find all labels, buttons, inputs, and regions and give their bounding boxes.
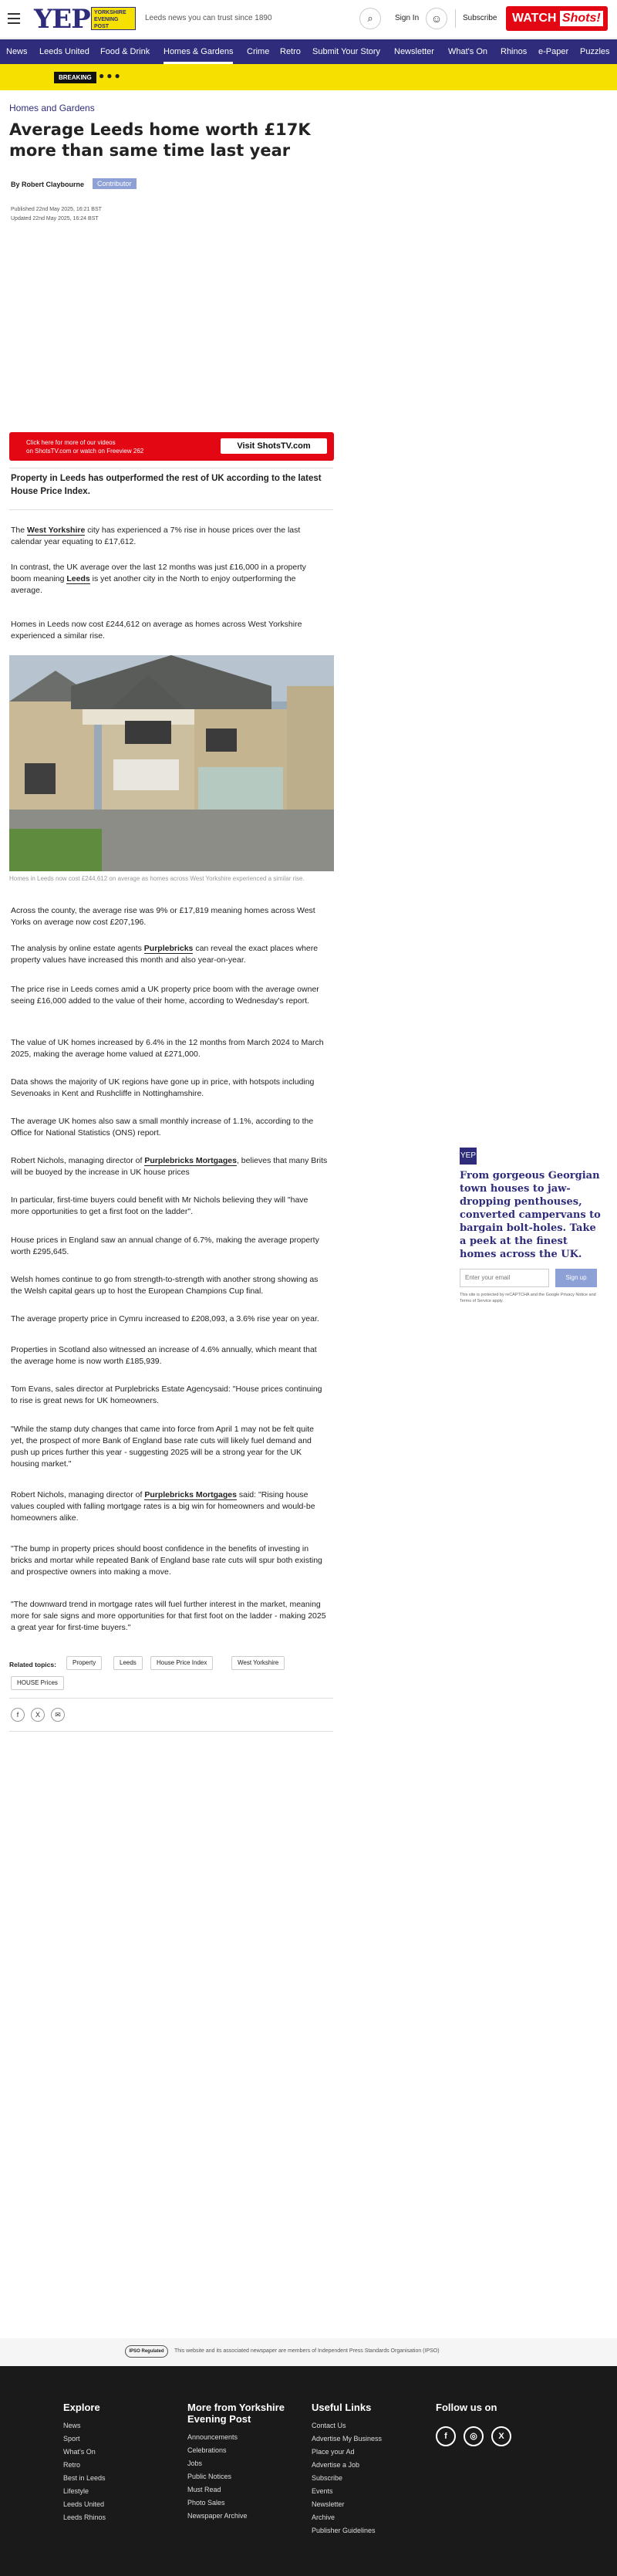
- nav-item-puzzles[interactable]: Puzzles: [580, 47, 610, 56]
- leeds-link[interactable]: Leeds: [66, 574, 90, 583]
- divider: [9, 1731, 333, 1732]
- text: Robert Nichols, managing director of: [11, 1156, 145, 1165]
- newsletter-promo: [460, 1148, 605, 1304]
- watch-shots-button[interactable]: [506, 6, 608, 31]
- footer-link[interactable]: Lifestyle: [63, 2487, 89, 2495]
- footer-heading: Explore: [63, 2402, 100, 2413]
- footer-heading: Follow us on: [436, 2402, 497, 2413]
- main-nav: [0, 39, 617, 64]
- footer-more: [187, 2402, 295, 2523]
- email-signup-row: [460, 1269, 605, 1287]
- article-paragraph: [11, 1489, 329, 1524]
- nav-item-homes-gardens[interactable]: Homes & Gardens: [164, 39, 233, 64]
- nav-item-epaper[interactable]: e-Paper: [538, 47, 569, 56]
- text: said: "Rising house values coupled with falling mortgage rates is a big win for homeowners and would-be homeowners alike.: [11, 1490, 315, 1523]
- x-icon[interactable]: X: [491, 2426, 511, 2446]
- footer-link[interactable]: Subscribe: [312, 2474, 343, 2482]
- site-logo[interactable]: YEP: [34, 4, 90, 35]
- article-paragraph: In particular, first-time buyers could benefit with Mr Nichols believing they will "have more opportunities to get a first foot on the ladder".: [11, 1195, 308, 1216]
- article-paragraph: Welsh homes continue to go from strength-to-strength with another strong showing as the Welsh capital gears up to host the European Champions Cup final.: [11, 1275, 319, 1296]
- recaptcha-notice: This site is protected by reCAPTCHA and the Google Privacy Notice and Terms of Service apply.: [460, 1293, 596, 1303]
- site-header: [0, 0, 617, 39]
- ipso-bar: [0, 2338, 617, 2366]
- ipso-text: This website and its associated newspaper are members of Independent Press Standards Organisation (IPSO): [174, 2348, 440, 2354]
- house-illustration: [9, 655, 334, 871]
- facebook-share-icon[interactable]: f: [11, 1708, 25, 1722]
- ad-text: [26, 438, 143, 455]
- footer-heading: Useful Links: [312, 2402, 372, 2413]
- text: Robert Nichols, managing director of: [11, 1490, 145, 1499]
- article-paragraph: Across the county, the average rise was 9% or £17,819 meaning homes across West Yorks on average now cost £207,196.: [11, 906, 315, 927]
- nav-item-retro[interactable]: Retro: [280, 47, 301, 56]
- topic-tag-leeds[interactable]: Leeds: [113, 1656, 143, 1670]
- footer-useful: [312, 2402, 382, 2537]
- topic-tag-property[interactable]: Property: [66, 1656, 102, 1670]
- menu-icon[interactable]: [8, 13, 20, 24]
- article-paragraph: Properties in Scotland also witnessed an increase of 4.6% annually, which meant that the average home is now worth £185,939.: [11, 1345, 317, 1366]
- article-paragraph: House prices in England saw an annual change of 6.7%, making the average property worth £295,645.: [11, 1236, 319, 1256]
- footer-link[interactable]: Retro: [63, 2461, 81, 2469]
- site-logo-sub[interactable]: YORKSHIRE EVENING POST: [91, 7, 136, 30]
- user-icon[interactable]: ☺: [426, 8, 447, 29]
- footer-link[interactable]: What's On: [63, 2448, 96, 2456]
- divider: [9, 509, 333, 510]
- nav-item-whats-on[interactable]: What's On: [448, 47, 488, 56]
- footer-link[interactable]: Newsletter: [312, 2500, 345, 2508]
- footer-link[interactable]: Advertise a Job: [312, 2461, 360, 2469]
- sign-up-button[interactable]: Sign up: [555, 1269, 597, 1287]
- footer-link[interactable]: Advertise My Business: [312, 2435, 383, 2442]
- footer-link[interactable]: Publisher Guidelines: [312, 2527, 376, 2534]
- text: In contrast, the UK average over the last 12 months was just £16,000 in a property boom meaning: [11, 563, 306, 583]
- ipso-badge[interactable]: IPSO Regulated: [125, 2345, 168, 2358]
- visit-shotstv-button[interactable]: Visit ShotsTV.com: [221, 438, 327, 454]
- shots-brand: Shots!: [560, 11, 603, 26]
- updated-date: Updated 22nd May 2025, 16:24 BST: [11, 216, 99, 221]
- text: , believes that many Brits will be buoyed by the increase in UK house prices: [11, 1156, 328, 1177]
- article-photo-house[interactable]: [9, 655, 334, 871]
- promo-headline: From gorgeous Georgian town houses to jaw-dropping penthouses, converted campervans to bargain bolt-holes. Take a peek at the finest homes across the UK.: [460, 1170, 601, 1260]
- footer-explore: [63, 2402, 106, 2524]
- nav-item-submit-story[interactable]: Submit Your Story: [312, 47, 381, 56]
- article-paragraph: "While the stamp duty changes that came into force from April 1 may not be felt quite yet, the prospect of more Bank of England base rate cuts will likely fuel demand and push up prices further this year - suggesting 2025 will be a strong year for the UK housing market.": [11, 1425, 315, 1469]
- nav-item-newsletter[interactable]: Newsletter: [394, 47, 434, 56]
- footer-link[interactable]: Public Notices: [187, 2473, 232, 2480]
- text: city has experienced a 7% rise in house prices over the last calendar year equating to £17,612.: [11, 526, 301, 546]
- email-field[interactable]: Enter your email: [460, 1269, 549, 1287]
- topic-tag-house-price-index[interactable]: House Price Index: [150, 1656, 213, 1670]
- article-paragraph: "The downward trend in mortgage rates will fuel further interest in the market, meaning more for sale signs and more opportunities for that first foot on the ladder - making 2025 a great year for first-time buyers.": [11, 1600, 326, 1632]
- footer-link[interactable]: Newspaper Archive: [187, 2512, 248, 2520]
- author-byline[interactable]: By Robert Claybourne: [11, 181, 85, 188]
- ad-line-1: Click here for more of our videos: [26, 439, 116, 446]
- email-share-icon[interactable]: ✉: [51, 1708, 65, 1722]
- article-paragraph: The value of UK homes increased by 6.4% in the 12 months from March 2024 to March 2025, making the average home valued at £271,000.: [11, 1038, 324, 1059]
- facebook-icon[interactable]: f: [436, 2426, 456, 2446]
- article-dates: [11, 205, 102, 224]
- article-paragraph: Homes in Leeds now cost £244,612 on average as homes across West Yorkshire experienced a similar rise.: [11, 620, 302, 641]
- x-share-icon[interactable]: X: [31, 1708, 45, 1722]
- article-lede: Property in Leeds has outperformed the rest of UK according to the latest House Price Index.: [11, 474, 322, 496]
- article-paragraph: Tom Evans, sales director at Purplebricks Estate Agencysaid: "House prices continuing to rise is great news for UK homeowners.: [11, 1384, 322, 1405]
- search-icon[interactable]: ⌕: [359, 8, 381, 29]
- footer-link[interactable]: Place your Ad: [312, 2448, 355, 2456]
- promo-logo: YEP: [460, 1148, 477, 1165]
- article-paragraph: "The bump in property prices should boost confidence in the benefits of investing in bricks and mortar while repeated Bank of England base rate cuts will spur both existing and prospective owners into making a move.: [11, 1544, 322, 1577]
- article-headline: Average Leeds home worth £17K more than same time last year: [9, 120, 311, 160]
- footer-follow: [436, 2402, 497, 2419]
- photo-caption: Homes in Leeds now cost £244,612 on average as homes across West Yorkshire experienced a similar rise.: [9, 875, 305, 882]
- footer-link[interactable]: Celebrations: [187, 2446, 227, 2454]
- footer-link[interactable]: News: [63, 2422, 81, 2429]
- contributor-badge: Contributor: [93, 178, 137, 189]
- footer-link[interactable]: Jobs: [187, 2459, 203, 2467]
- text: is yet another city in the North to enjoy outperforming the average.: [11, 574, 296, 595]
- sign-in-link[interactable]: Sign In: [395, 14, 420, 22]
- topic-tag-west-yorkshire[interactable]: West Yorkshire: [231, 1656, 285, 1670]
- article-paragraph: [11, 525, 329, 548]
- header-divider: [455, 9, 456, 28]
- instagram-icon[interactable]: ◎: [464, 2426, 484, 2446]
- article-paragraph: The average UK homes also saw a small monthly increase of 1.1%, according to the Office for National Statistics (ONS) report.: [11, 1117, 314, 1138]
- footer-link[interactable]: Best in Leeds: [63, 2474, 106, 2482]
- article-paragraph: The average property price in Cymru increased to £208,093, a 3.6% rise year on year.: [11, 1314, 319, 1323]
- ad-line-2: on ShotsTV.com or watch on Freeview 262: [26, 448, 144, 455]
- article-paragraph: [11, 943, 329, 966]
- footer-link[interactable]: Archive: [312, 2513, 335, 2521]
- purplebricks-mortgages-link[interactable]: Purplebricks Mortgages: [144, 1156, 237, 1165]
- text: The analysis by online estate agents: [11, 944, 144, 953]
- article-paragraph: [11, 562, 329, 597]
- topic-tag-house-prices[interactable]: HOUSE Prices: [11, 1676, 64, 1690]
- related-topics-label: Related topics:: [9, 1661, 56, 1668]
- nav-item-crime[interactable]: Crime: [247, 47, 270, 56]
- footer-link[interactable]: Leeds United: [63, 2500, 105, 2508]
- footer-link[interactable]: Events: [312, 2487, 333, 2495]
- footer-link[interactable]: Contact Us: [312, 2422, 346, 2429]
- purplebricks-link[interactable]: Purplebricks: [143, 944, 194, 953]
- footer-link[interactable]: Sport: [63, 2435, 80, 2442]
- nav-item-rhinos[interactable]: Rhinos: [501, 47, 528, 56]
- divider: [9, 1698, 333, 1699]
- article-paragraph: Data shows the majority of UK regions have gone up in price, with hotspots including Sevenoaks in Kent and Rushcliffe in Nottinghamshire.: [11, 1077, 315, 1098]
- nav-item-news[interactable]: News: [6, 47, 28, 56]
- footer-link[interactable]: Photo Sales: [187, 2499, 225, 2507]
- footer-heading: More from Yorkshire Evening Post: [187, 2402, 285, 2425]
- nav-item-food-drink[interactable]: Food & Drink: [100, 47, 150, 56]
- article-paragraph: The price rise in Leeds comes amid a UK property price boom with the average owner seeing £16,000 added to the value of their home, according to Wednesday's report.: [11, 985, 319, 1006]
- purplebricks-mortgages-link[interactable]: Purplebricks Mortgages: [144, 1490, 237, 1499]
- site-footer: [0, 2366, 617, 2576]
- breaking-badge: BREAKING: [54, 72, 96, 83]
- subscribe-link[interactable]: Subscribe: [463, 14, 497, 22]
- west-yorkshire-link[interactable]: West Yorkshire: [27, 526, 86, 535]
- text: The: [11, 526, 28, 535]
- watch-label: WATCH: [512, 12, 557, 25]
- section-link[interactable]: Homes and Gardens: [9, 103, 95, 113]
- footer-link[interactable]: Announcements: [187, 2433, 238, 2441]
- shotstv-ad-banner[interactable]: [9, 432, 334, 461]
- nav-item-leeds-united[interactable]: Leeds United: [39, 47, 89, 56]
- tagline: Leeds news you can trust since 1890: [145, 14, 272, 22]
- ticker-dots[interactable]: ●●●: [99, 70, 123, 81]
- article-paragraph: [11, 1155, 329, 1178]
- breaking-ticker: [0, 64, 617, 90]
- published-date: Published 22nd May 2025, 16:21 BST: [11, 207, 102, 212]
- text: can reveal the exact places where property values have increased this month and also year-on-year.: [11, 944, 319, 965]
- footer-link[interactable]: Leeds Rhinos: [63, 2513, 106, 2521]
- footer-link[interactable]: Must Read: [187, 2486, 221, 2493]
